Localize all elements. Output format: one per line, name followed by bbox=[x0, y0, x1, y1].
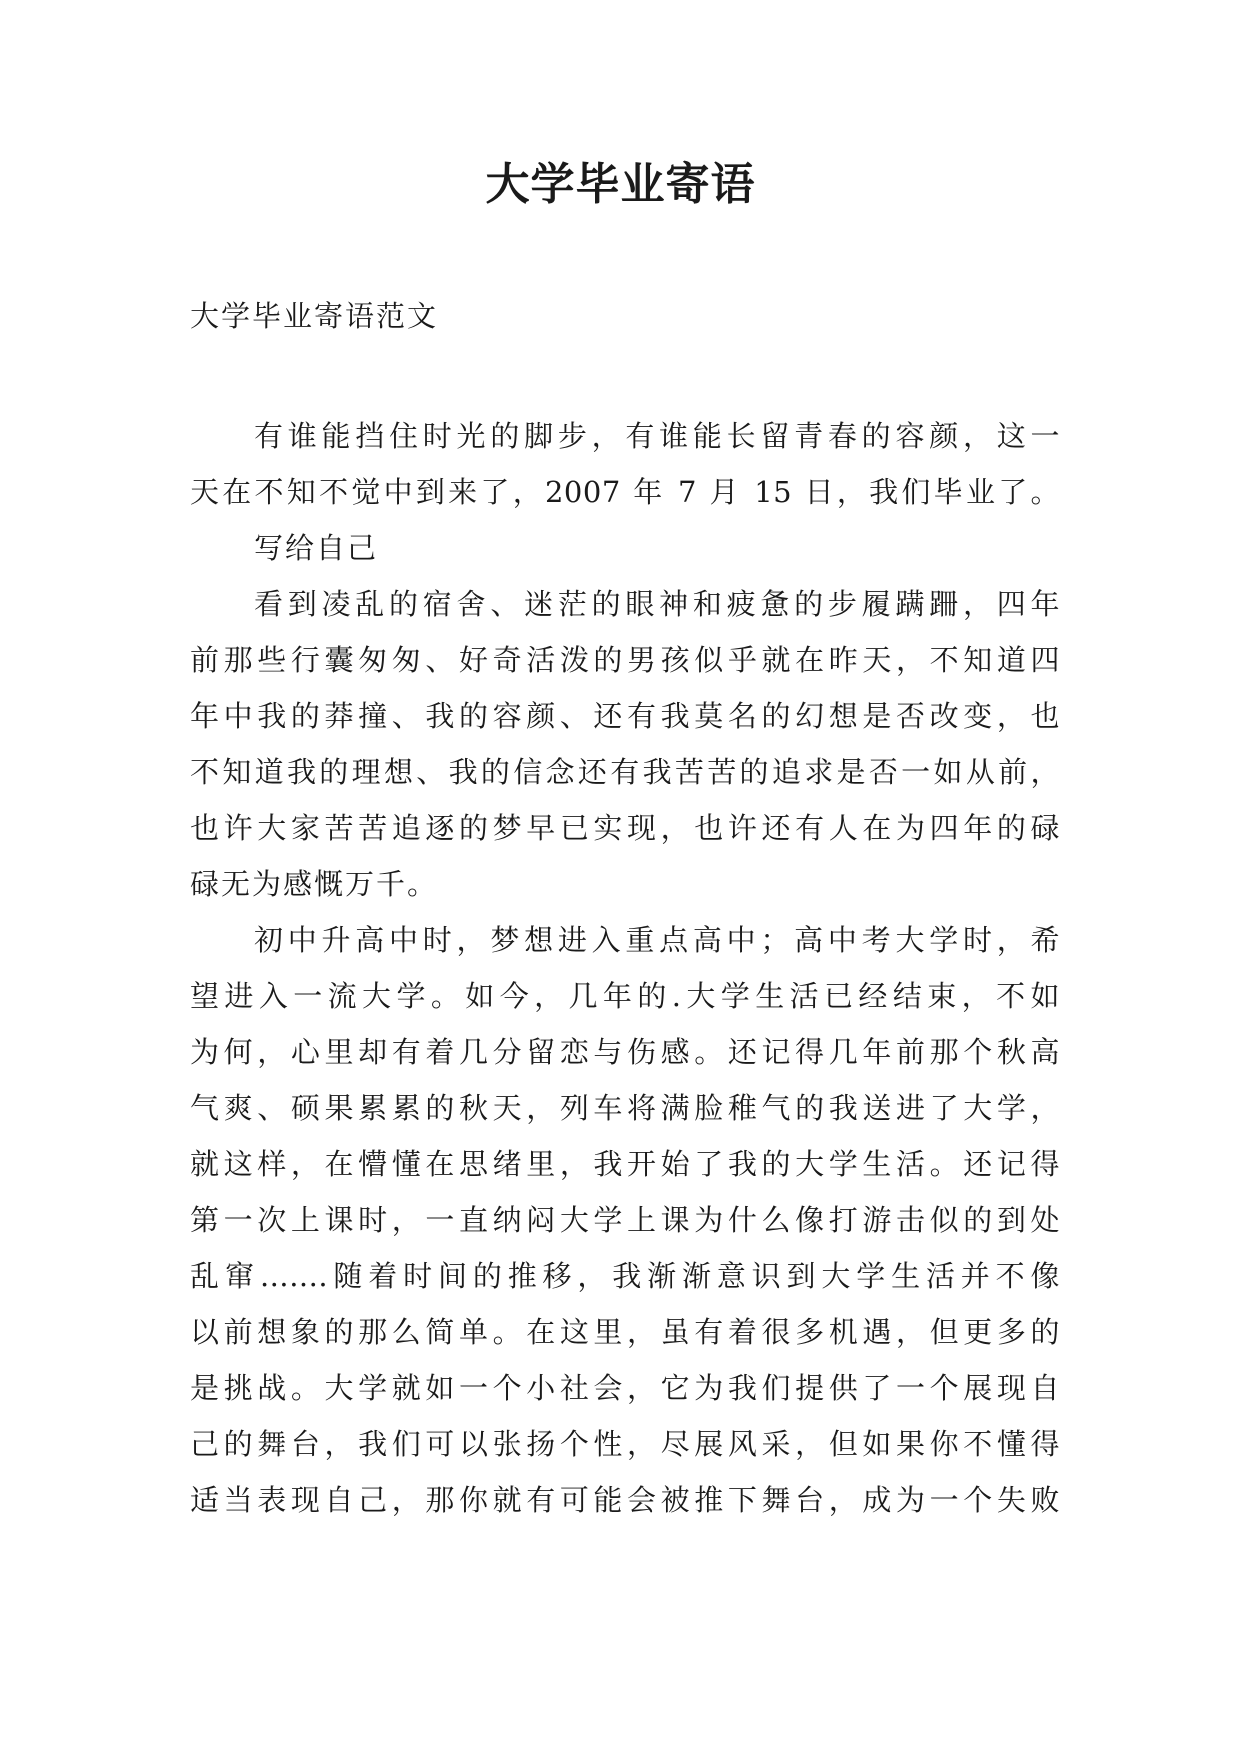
document-body bbox=[190, 408, 1060, 1528]
body-line: 第一次上课时，一直纳闷大学上课为什么像打游击似的到处 bbox=[190, 1203, 1060, 1237]
body-line: 气爽、硕果累累的秋天，列车将满脸稚气的我送进了大学， bbox=[190, 1091, 1060, 1125]
body-line: 己的舞台，我们可以张扬个性，尽展风采，但如果你不懂得 bbox=[190, 1427, 1060, 1461]
body-line: 看到凌乱的宿舍、迷茫的眼神和疲惫的步履蹒跚，四年 bbox=[254, 587, 1060, 621]
body-line: 望进入一流大学。如今，几年的.大学生活已经结束，不如 bbox=[190, 979, 1060, 1013]
document-title: 大学毕业寄语 bbox=[485, 159, 756, 210]
document-subtitle: 大学毕业寄语范文 bbox=[190, 299, 439, 333]
body-line: 也许大家苦苦追逐的梦早已实现，也许还有人在为四年的碌 bbox=[190, 811, 1060, 845]
body-line: 碌无为感慨万千。 bbox=[190, 867, 439, 901]
body-line: 是挑战。大学就如一个小社会，它为我们提供了一个展现自 bbox=[190, 1371, 1060, 1405]
body-line: 天在不知不觉中到来了，2007 年 7 月 15 日，我们毕业了。 bbox=[190, 475, 1060, 509]
body-line: 前那些行囊匆匆、好奇活泼的男孩似乎就在昨天，不知道四 bbox=[190, 643, 1060, 677]
section-heading: 写给自己 bbox=[254, 531, 379, 565]
body-line: 为何，心里却有着几分留恋与伤感。还记得几年前那个秋高 bbox=[190, 1035, 1060, 1069]
body-line: 不知道我的理想、我的信念还有我苦苦的追求是否一如从前， bbox=[190, 755, 1060, 789]
body-line: 适当表现自己，那你就有可能会被推下舞台，成为一个失败 bbox=[190, 1483, 1060, 1517]
body-line: 乱窜…....随着时间的推移，我渐渐意识到大学生活并不像 bbox=[190, 1259, 1060, 1293]
body-line: 有谁能挡住时光的脚步，有谁能长留青春的容颜，这一 bbox=[254, 419, 1060, 453]
body-line: 就这样，在懵懂在思绪里，我开始了我的大学生活。还记得 bbox=[190, 1147, 1060, 1181]
body-line: 以前想象的那么简单。在这里，虽有着很多机遇，但更多的 bbox=[190, 1315, 1060, 1349]
body-line: 初中升高中时，梦想进入重点高中；高中考大学时，希 bbox=[254, 923, 1060, 957]
body-line: 年中我的莽撞、我的容颜、还有我莫名的幻想是否改变，也 bbox=[190, 699, 1060, 733]
